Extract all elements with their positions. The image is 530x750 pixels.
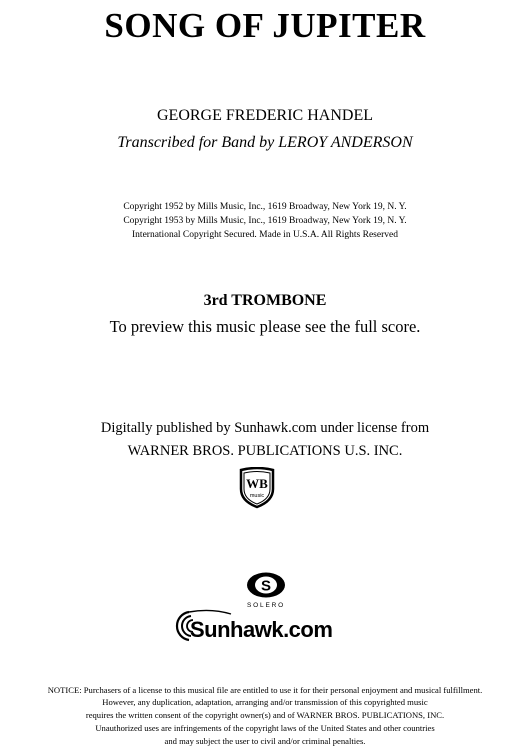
svg-text:WB: WB	[246, 476, 268, 491]
svg-text:SOLERO: SOLERO	[247, 602, 285, 609]
copyright-line-3: International Copyright Secured. Made in U.S.A. All Rights Reserved	[132, 230, 398, 240]
svg-text:S: S	[260, 577, 272, 595]
arranger-credit: Transcribed for Band by LEROY ANDERSON	[117, 134, 413, 151]
copyright-line-1: Copyright 1952 by Mills Music, Inc., 1619 Broadway, New York 19, N. Y.	[123, 202, 407, 212]
notice-line-4: Unauthorized uses are infringements of the copyright laws of the United States and other countries	[95, 723, 435, 733]
warner-bros-shield-icon	[237, 467, 277, 509]
composer-name: GEORGE FREDERIC HANDEL	[157, 107, 373, 124]
notice-line-3: requires the written consent of the copyright owner(s) and of WARNER BROS. PUBLICATIONS, INC.	[85, 710, 445, 720]
sunhawk-wordmark: Sunhawk.com	[190, 617, 333, 642]
copyright-line-2: Copyright 1953 by Mills Music, Inc., 1619 Broadway, New York 19, N. Y.	[123, 216, 407, 226]
publisher-line-2: WARNER BROS. PUBLICATIONS U.S. INC.	[127, 443, 403, 459]
solero-s-icon	[244, 570, 288, 610]
publisher-line-1: Digitally published by Sunhawk.com under license from	[100, 420, 430, 436]
notice-line-2: However, any duplication, adaptation, arranging and/or transmission of this copyrighted music	[102, 697, 428, 707]
notice-line-1: NOTICE: Purchasers of a license to this musical file are entitled to use it for their personal enjoyment and musical fulfillment.	[47, 685, 483, 695]
preview-message: To preview this music please see the full score.	[109, 317, 421, 336]
notice-line-5: and may subject the user to civil and/or criminal penalties.	[164, 736, 366, 746]
svg-text:music: music	[249, 493, 265, 499]
page-title: SONG OF JUPITER	[104, 6, 426, 45]
instrument-part: 3rd TROMBONE	[203, 292, 327, 309]
